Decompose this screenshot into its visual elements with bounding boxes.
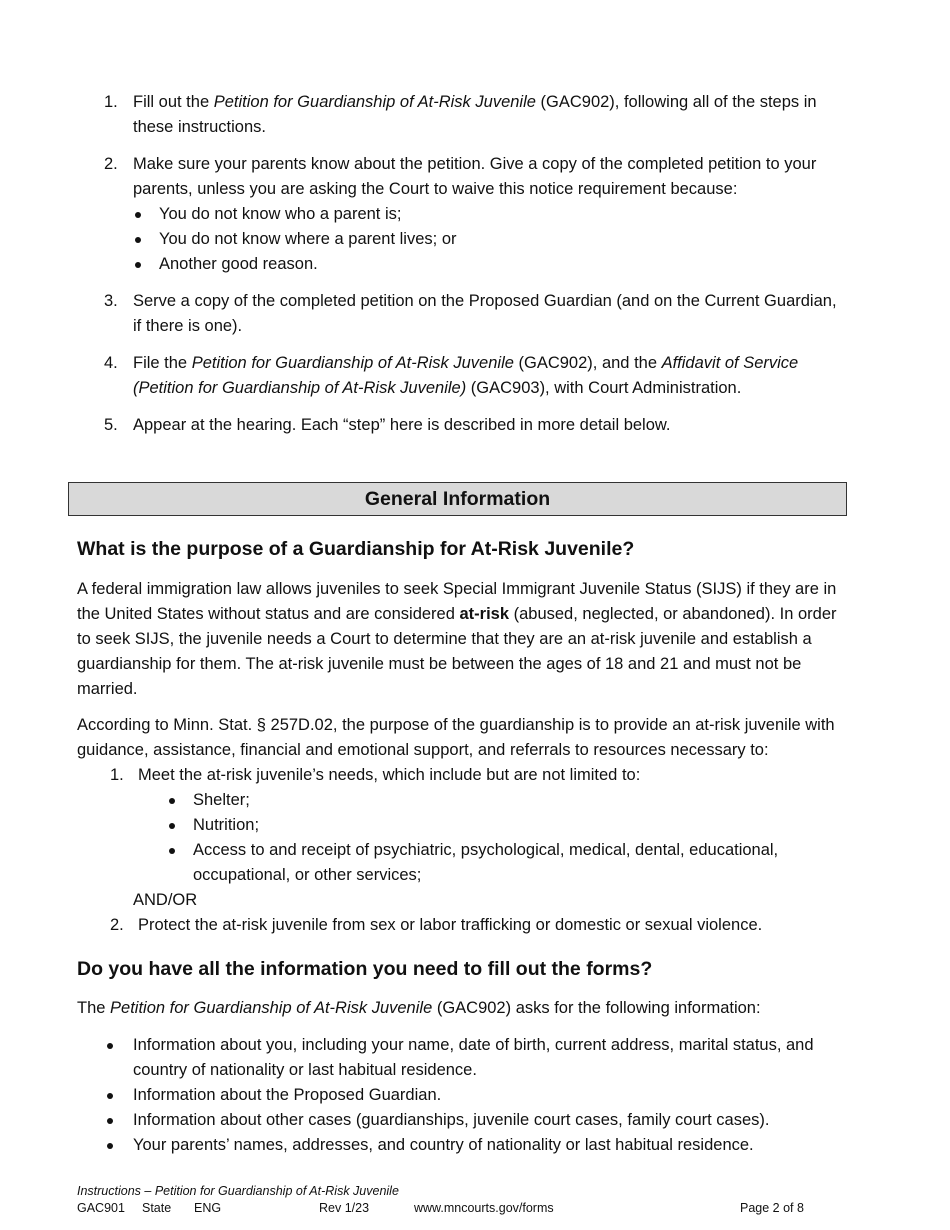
list-item: Shelter;: [167, 788, 847, 813]
footer-meta: [77, 1200, 817, 1217]
paragraph: A federal immigration law allows juveniles to seek Special Immigrant Juvenile Status (SIJS) if they are in the United States without status and are considered at-risk (abused, neglected, or abandoned). In order to seek SIJS, the juvenile needs a Court to determine that they are an at-risk juvenile and establish a guardianship for them. The at-risk juvenile must be between the ages of 18 and 21 and must not be married.: [77, 580, 837, 698]
list-item: Information about you, including your name, date of birth, current address, marital status, and country of nationality or last habitual residence.: [77, 1033, 847, 1083]
step-text: File the Petition for Guardianship of At-Risk Juvenile (GAC902), and the Affidavit of Service (Petition for Guardianship of At-Risk Juvenile) (GAC903), with Court Administration.: [133, 354, 799, 397]
reason-bullets: [104, 202, 844, 277]
section-heading: Do you have all the information you need to fill out the forms?: [77, 958, 653, 980]
list-item: You do not know who a parent is;: [133, 202, 844, 227]
and-or-label: AND/OR: [133, 891, 198, 909]
list-item: Nutrition;: [167, 813, 847, 838]
step-number: 5.: [104, 416, 118, 434]
list-item: Information about other cases (guardianships, juvenile court cases, family court cases).: [77, 1108, 847, 1133]
needs-bullets: [77, 788, 847, 888]
page-number: Page 2 of 8: [740, 1201, 804, 1215]
list-item: You do not know where a parent lives; or: [133, 227, 844, 252]
list-item: 1. Meet the at-risk juvenile’s needs, which include but are not limited to:: [110, 766, 641, 784]
step-text: Fill out the Petition for Guardianship of At-Risk Juvenile (GAC902), following all of the steps in these instructions.: [133, 93, 817, 136]
form-code: GAC901: [77, 1201, 125, 1215]
form-title: Petition for Guardianship of At-Risk Juvenile: [213, 93, 536, 111]
list-item: Access to and receipt of psychiatric, psychological, medical, dental, educational, occupational, or other services;: [167, 838, 847, 888]
list-item: Another good reason.: [133, 252, 844, 277]
step-number: 4.: [104, 354, 118, 372]
form-title: Petition for Guardianship of At-Risk Juvenile: [110, 999, 433, 1017]
steps-list: [104, 90, 844, 450]
step-item: [104, 90, 844, 140]
paragraph: According to Minn. Stat. § 257D.02, the purpose of the guardianship is to provide an at-risk juvenile with guidance, assistance, financial and emotional support, and referrals to resources necessary to:: [77, 716, 835, 759]
list-item: 2. Protect the at-risk juvenile from sex or labor trafficking or domestic or sexual violence.: [110, 916, 763, 934]
step-item: [104, 289, 844, 339]
step-text: Make sure your parents know about the petition. Give a copy of the completed petition to your parents, unless you are asking the Court to waive this notice requirement because:: [133, 155, 817, 198]
form-language: ENG: [194, 1201, 222, 1215]
list-item: Information about the Proposed Guardian.: [77, 1083, 847, 1108]
section-banner: General Information: [68, 482, 847, 516]
info-section: [77, 956, 847, 1158]
needs-list: [77, 763, 847, 938]
bold-term: at-risk: [459, 605, 510, 623]
step-item: [104, 351, 844, 401]
step-text: Appear at the hearing. Each “step” here is described in more detail below.: [133, 416, 671, 434]
section-heading: What is the purpose of a Guardianship for At-Risk Juvenile?: [77, 538, 635, 560]
page-footer: [77, 1183, 817, 1217]
step-number: 2.: [104, 155, 118, 173]
form-title: Affidavit of Service (Petition for Guardianship of At-Risk Juvenile): [133, 354, 799, 397]
form-revision: Rev 1/23: [319, 1201, 370, 1215]
info-bullets: [77, 1033, 847, 1158]
forms-url: www.mncourts.gov/forms: [414, 1201, 554, 1215]
step-item: [104, 152, 844, 277]
purpose-section: [77, 536, 847, 938]
form-scope: State: [142, 1201, 172, 1215]
step-text: Serve a copy of the completed petition on the Proposed Guardian (and on the Current Guardian, if there is one).: [133, 292, 837, 335]
step-number: 1.: [104, 93, 118, 111]
step-number: 3.: [104, 292, 118, 310]
footer-title: Instructions – Petition for Guardianship of At-Risk Juvenile: [77, 1184, 399, 1198]
paragraph: The Petition for Guardianship of At-Risk Juvenile (GAC902) asks for the following information:: [77, 999, 761, 1017]
step-item: [104, 413, 844, 438]
form-title: Petition for Guardianship of At-Risk Juvenile: [191, 354, 514, 372]
list-item: Your parents’ names, addresses, and country of nationality or last habitual residence.: [77, 1133, 847, 1158]
